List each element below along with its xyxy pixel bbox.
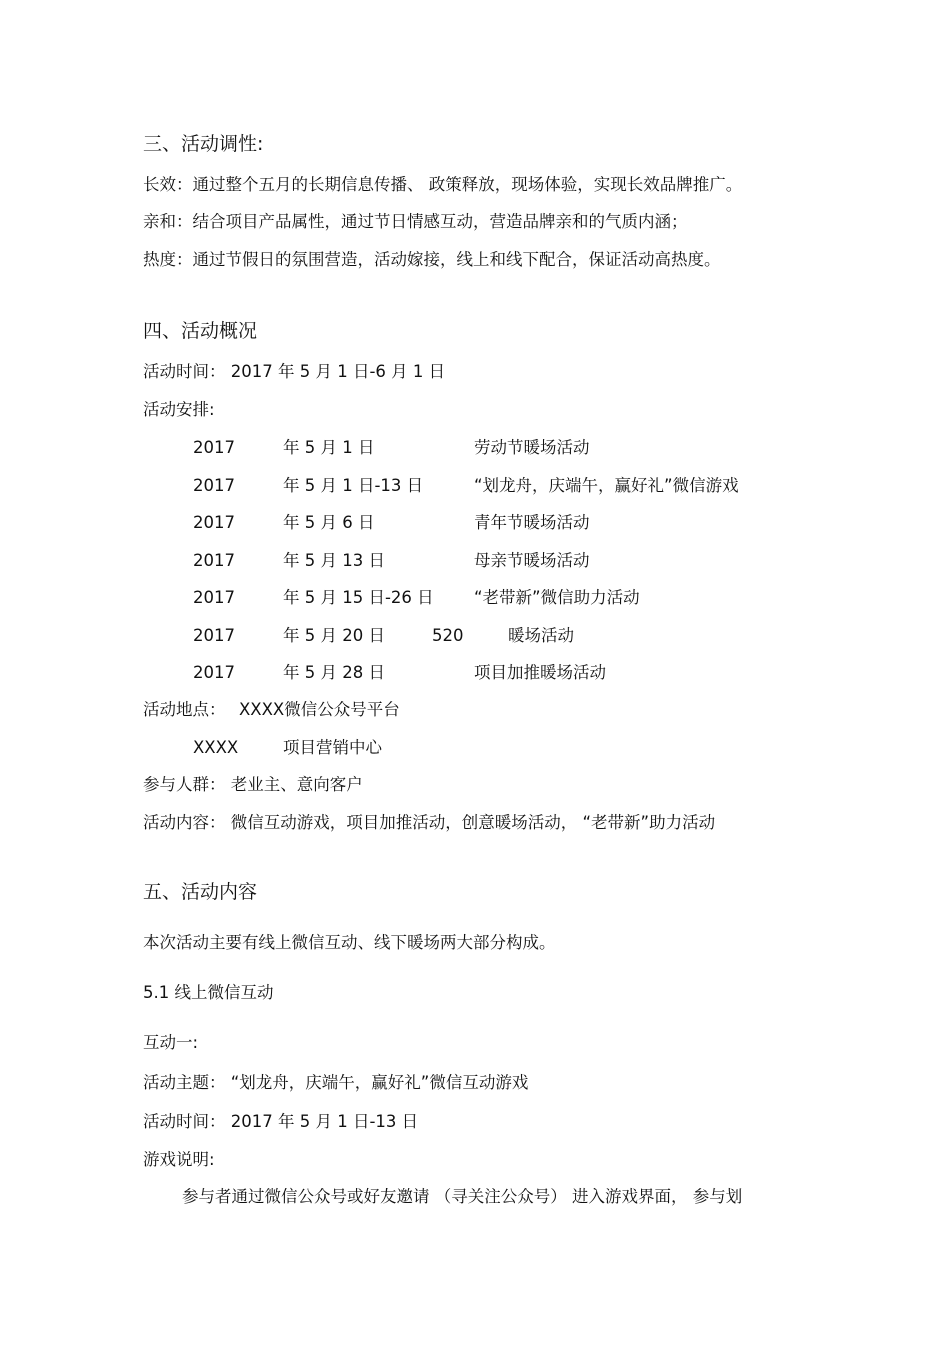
interaction-time: 活动时间： 2017 年 5 月 1 日-13 日: [143, 1112, 419, 1131]
schedule-year: 2017: [193, 513, 235, 532]
section3-line-3: 热度：通过节假日的氛围营造，活动嫁接，线上和线下配合，保证活动高热度。: [143, 250, 721, 269]
section3-line-1: 长效：通过整个五月的长期信息传播、 政策释放，现场体验，实现长效品牌推广。: [143, 175, 743, 194]
location-2-name: XXXX: [193, 738, 239, 757]
schedule-date: 年 5 月 1 日-13 日: [283, 476, 424, 495]
schedule-year: 2017: [193, 663, 235, 682]
participants: 参与人群： 老业主、意向客户: [143, 775, 363, 794]
section3-title: 三、活动调性:: [143, 133, 264, 155]
activity-theme: 活动主题： “划龙舟，庆端午，赢好礼”微信互动游戏: [143, 1073, 529, 1092]
schedule-event: “老带新”微信助力活动: [474, 588, 640, 607]
section4-title: 四、活动概况: [143, 320, 258, 342]
section3-line-2: 亲和：结合项目产品属性，通过节日情感互动，营造品牌亲和的气质内涵；: [143, 212, 688, 231]
schedule-event-prefix: 520: [432, 626, 464, 645]
schedule-date: 年 5 月 15 日-26 日: [283, 588, 434, 607]
activity-content: 活动内容： 微信互动游戏，项目加推活动，创意暖场活动， “老带新”助力活动: [143, 813, 716, 832]
interaction-label: 互动一:: [143, 1033, 199, 1052]
schedule-event: 暖场活动: [508, 626, 574, 645]
subsection-title: 5.1 线上微信互动: [143, 983, 274, 1002]
schedule-event: 青年节暖场活动: [474, 513, 590, 532]
schedule-date: 年 5 月 28 日: [283, 663, 385, 682]
location-1: XXXX微信公众号平台: [239, 700, 400, 719]
schedule-event: 项目加推暖场活动: [474, 663, 606, 682]
schedule-year: 2017: [193, 476, 235, 495]
schedule-date: 年 5 月 20 日: [283, 626, 385, 645]
schedule-year: 2017: [193, 551, 235, 570]
schedule-event: 母亲节暖场活动: [474, 551, 590, 570]
game-label: 游戏说明:: [143, 1150, 215, 1169]
arrangement-label: 活动安排:: [143, 400, 215, 419]
schedule-event: 劳动节暖场活动: [474, 438, 590, 457]
schedule-date: 年 5 月 1 日: [283, 438, 375, 457]
schedule-event: “划龙舟，庆端午，赢好礼”微信游戏: [474, 476, 739, 495]
activity-time: 活动时间： 2017 年 5 月 1 日-6 月 1 日: [143, 362, 446, 381]
game-description: 参与者通过微信公众号或好友邀请 （寻关注公众号） 进入游戏界面， 参与划: [182, 1187, 743, 1206]
schedule-year: 2017: [193, 588, 235, 607]
schedule-date: 年 5 月 13 日: [283, 551, 385, 570]
location-2-place: 项目营销中心: [283, 738, 382, 757]
schedule-year: 2017: [193, 438, 235, 457]
section5-title: 五、活动内容: [143, 881, 258, 903]
schedule-date: 年 5 月 6 日: [283, 513, 375, 532]
schedule-year: 2017: [193, 626, 235, 645]
location-label: 活动地点：: [143, 700, 226, 719]
section5-intro: 本次活动主要有线上微信互动、线下暖场两大部分构成。: [143, 933, 556, 952]
